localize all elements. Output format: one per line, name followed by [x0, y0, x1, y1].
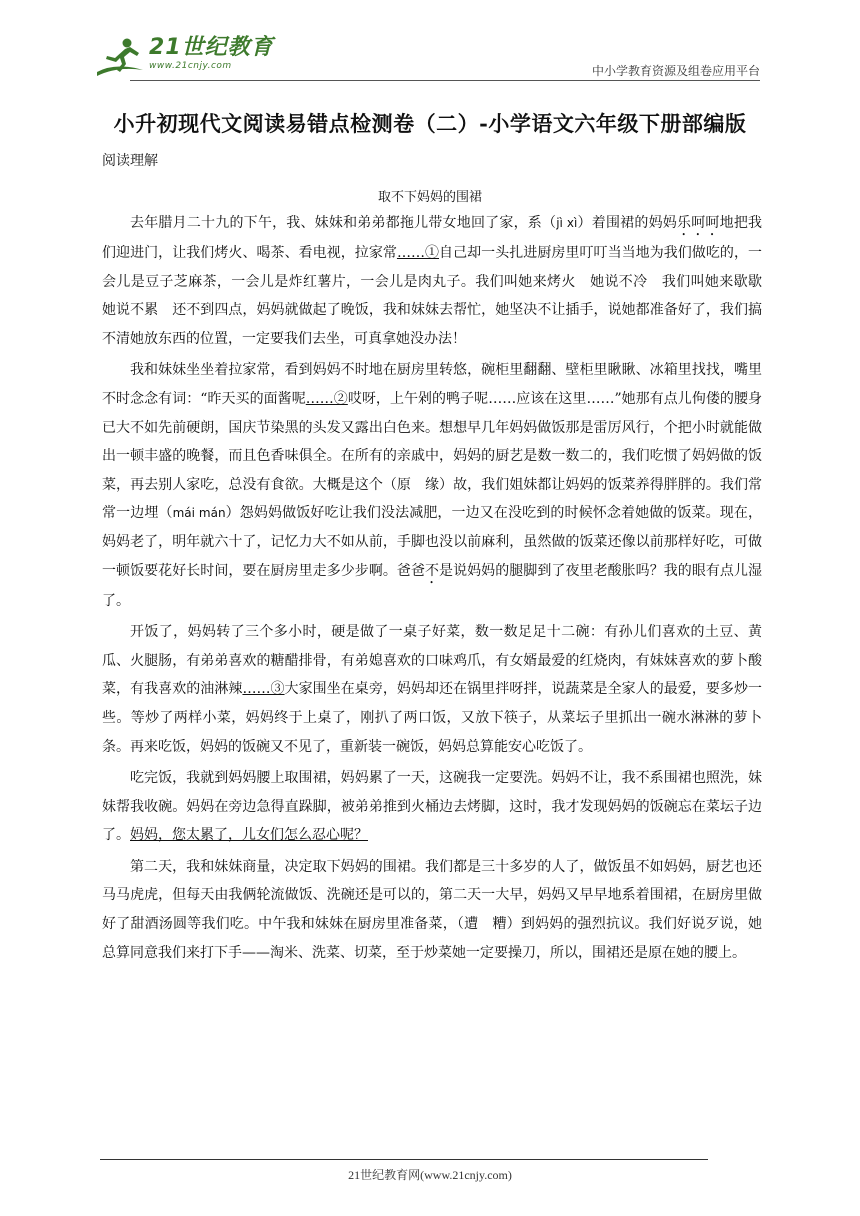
paragraph-3: 开饭了，妈妈转了三个多小时，硬是做了一桌子好菜，数一数足足十二碗：有孙儿们喜欢的土豆、黄瓜、火腿肠，有弟弟喜欢的糖醋排骨，有弟媳喜欢的口味鸡爪，有女婿最爱的红烧肉，有妹妹喜欢的萝卜酸菜，有我喜欢的油淋辣……③大家围坐在桌旁，妈妈却还在锅里拌呀拌，说蔬菜是全家人的最爱，要多炒一些。等炒了两样小菜，妈妈终于上桌了，刚扒了两口饭，又放下筷子，从菜坛子里抓出一碗水淋淋的萝卜条。再来吃饭，妈妈的饭碗又不见了，重新装一碗饭，妈妈总算能安心吃饭了。 [102, 624, 763, 755]
passage-title: 取不下妈妈的围裙 [377, 190, 482, 205]
footer-divider [100, 1159, 708, 1160]
footer-text: 21世纪教育网(www.21cnjy.com) [348, 1168, 512, 1182]
blank-2: ……② [305, 390, 348, 407]
header-divider [130, 80, 760, 81]
paragraph-4: 吃完饭，我就到妈妈腰上取围裙，妈妈累了一天，这碗我一定要洗。妈妈不让，我不系围裙也照洗，妹妹帮我收碗。妈妈在旁边急得直跺脚，被弟弟推到火桶边去烤脚，这时，我才发现妈妈的饭碗忘在菜坛子边了。妈妈，您太累了，儿女们怎么忍心呢？ [102, 770, 762, 844]
blank-3: ……③ [242, 681, 285, 698]
logo [95, 36, 274, 78]
section-label: 阅读理解 [102, 153, 158, 169]
logo-main-text: 21世纪教育 [149, 35, 274, 60]
pinyin-choice-2: mái mán [172, 506, 226, 521]
underlined-sentence: 妈妈，您太累了，儿女们怎么忍心呢？ [130, 827, 368, 844]
passage-body [102, 209, 776, 967]
logo-url-text: www.21cnjy.com [149, 61, 232, 71]
emphasized-char: 不 [425, 562, 440, 579]
paragraph-1: 去年腊月二十九的下午，我、妹妹和弟弟都拖儿带女地回了家，系（jì xì）着围裙的妈妈乐呵呵地把我们迎进门，让我们烤火、喝茶、看电视，拉家常……①自己却一头扎进厨房里叮叮当当地为我们做吃的，一会儿是豆子芝麻茶，一会儿是炸红薯片，一会儿是肉丸子。我们叫她来烤火 她说不冷 我们叫她来歇歇 她说不累 还不到四点，妈妈就做起了晚饭，我和妹妹去帮忙，她坚决不让插手，说她都准备好了，我们搞不清她放东西的位置，一定要我们去坐，可真拿她没办法！ [102, 215, 776, 347]
paragraph-2: 我和妹妹坐坐着拉家常，看到妈妈不时地在厨房里转悠，碗柜里翻翻、壁柜里瞅瞅、冰箱里找找，嘴里不时念念有词：“昨天买的面酱呢……②哎呀，上午剁的鸭子呢……应该在这里……”她那有点儿佝偻的腰身已大不如先前硬朗，国庆节染黑的头发又露出白色来。想想早几年妈妈做饭那是雷厉风行，个把小时就能做出一顿丰盛的晚餐，而且色香味俱全。在所有的亲戚中，妈妈的厨艺是数一数二的，我们吃惯了妈妈做的饭菜，再去别人家吃，总没有食欲。大概是这个（原 缘）故，我们姐妹都让妈妈的饭菜养得胖胖的。我们常常一边埋（mái mán）怨妈妈做饭好吃让我们没法减肥，一边又在没吃到的时候怀念着她做的饭菜。现在，妈妈老了，明年就六十了，记忆力大不如从前，手脚也没以前麻利，虽然做的饭菜还像以前那样好吃，可做一顿饭要花好长时间，要在厨房里走多少步啊。爸爸不是说妈妈的腿脚到了夜里老酸胀吗？我的眼有点儿湿了。 [102, 362, 763, 609]
blank-1: ……① [396, 245, 440, 261]
platform-name: 中小学教育资源及组卷应用平台 [591, 64, 760, 78]
page-header [95, 30, 760, 82]
document-title: 小升初现代文阅读易错点检测卷（二）-小学语文六年级下册部编版 [113, 111, 747, 136]
paragraph-5: 第二天，我和妹妹商量，决定取下妈妈的围裙。我们都是三十多岁的人了，做饭虽不如妈妈，厨艺也还马马虎虎，但每天由我俩轮流做饭、洗碗还是可以的，第二天一大早，妈妈又早早地系着围裙，在厨房里做好了甜酒汤圆等我们吃。中午我和妹妹在厨房里准备菜，（遭 糟）到妈妈的强烈抗议。我们好说歹说，她总算同意我们来打下手——淘米、洗菜、切菜，至于炒菜她一定要操刀，所以，围裙还是原在她的腰上。 [102, 858, 762, 961]
running-person-logo-icon [95, 36, 147, 78]
emphasized-word: 乐呵呵 [676, 215, 720, 231]
pinyin-choice-1: jì xì [556, 216, 578, 230]
